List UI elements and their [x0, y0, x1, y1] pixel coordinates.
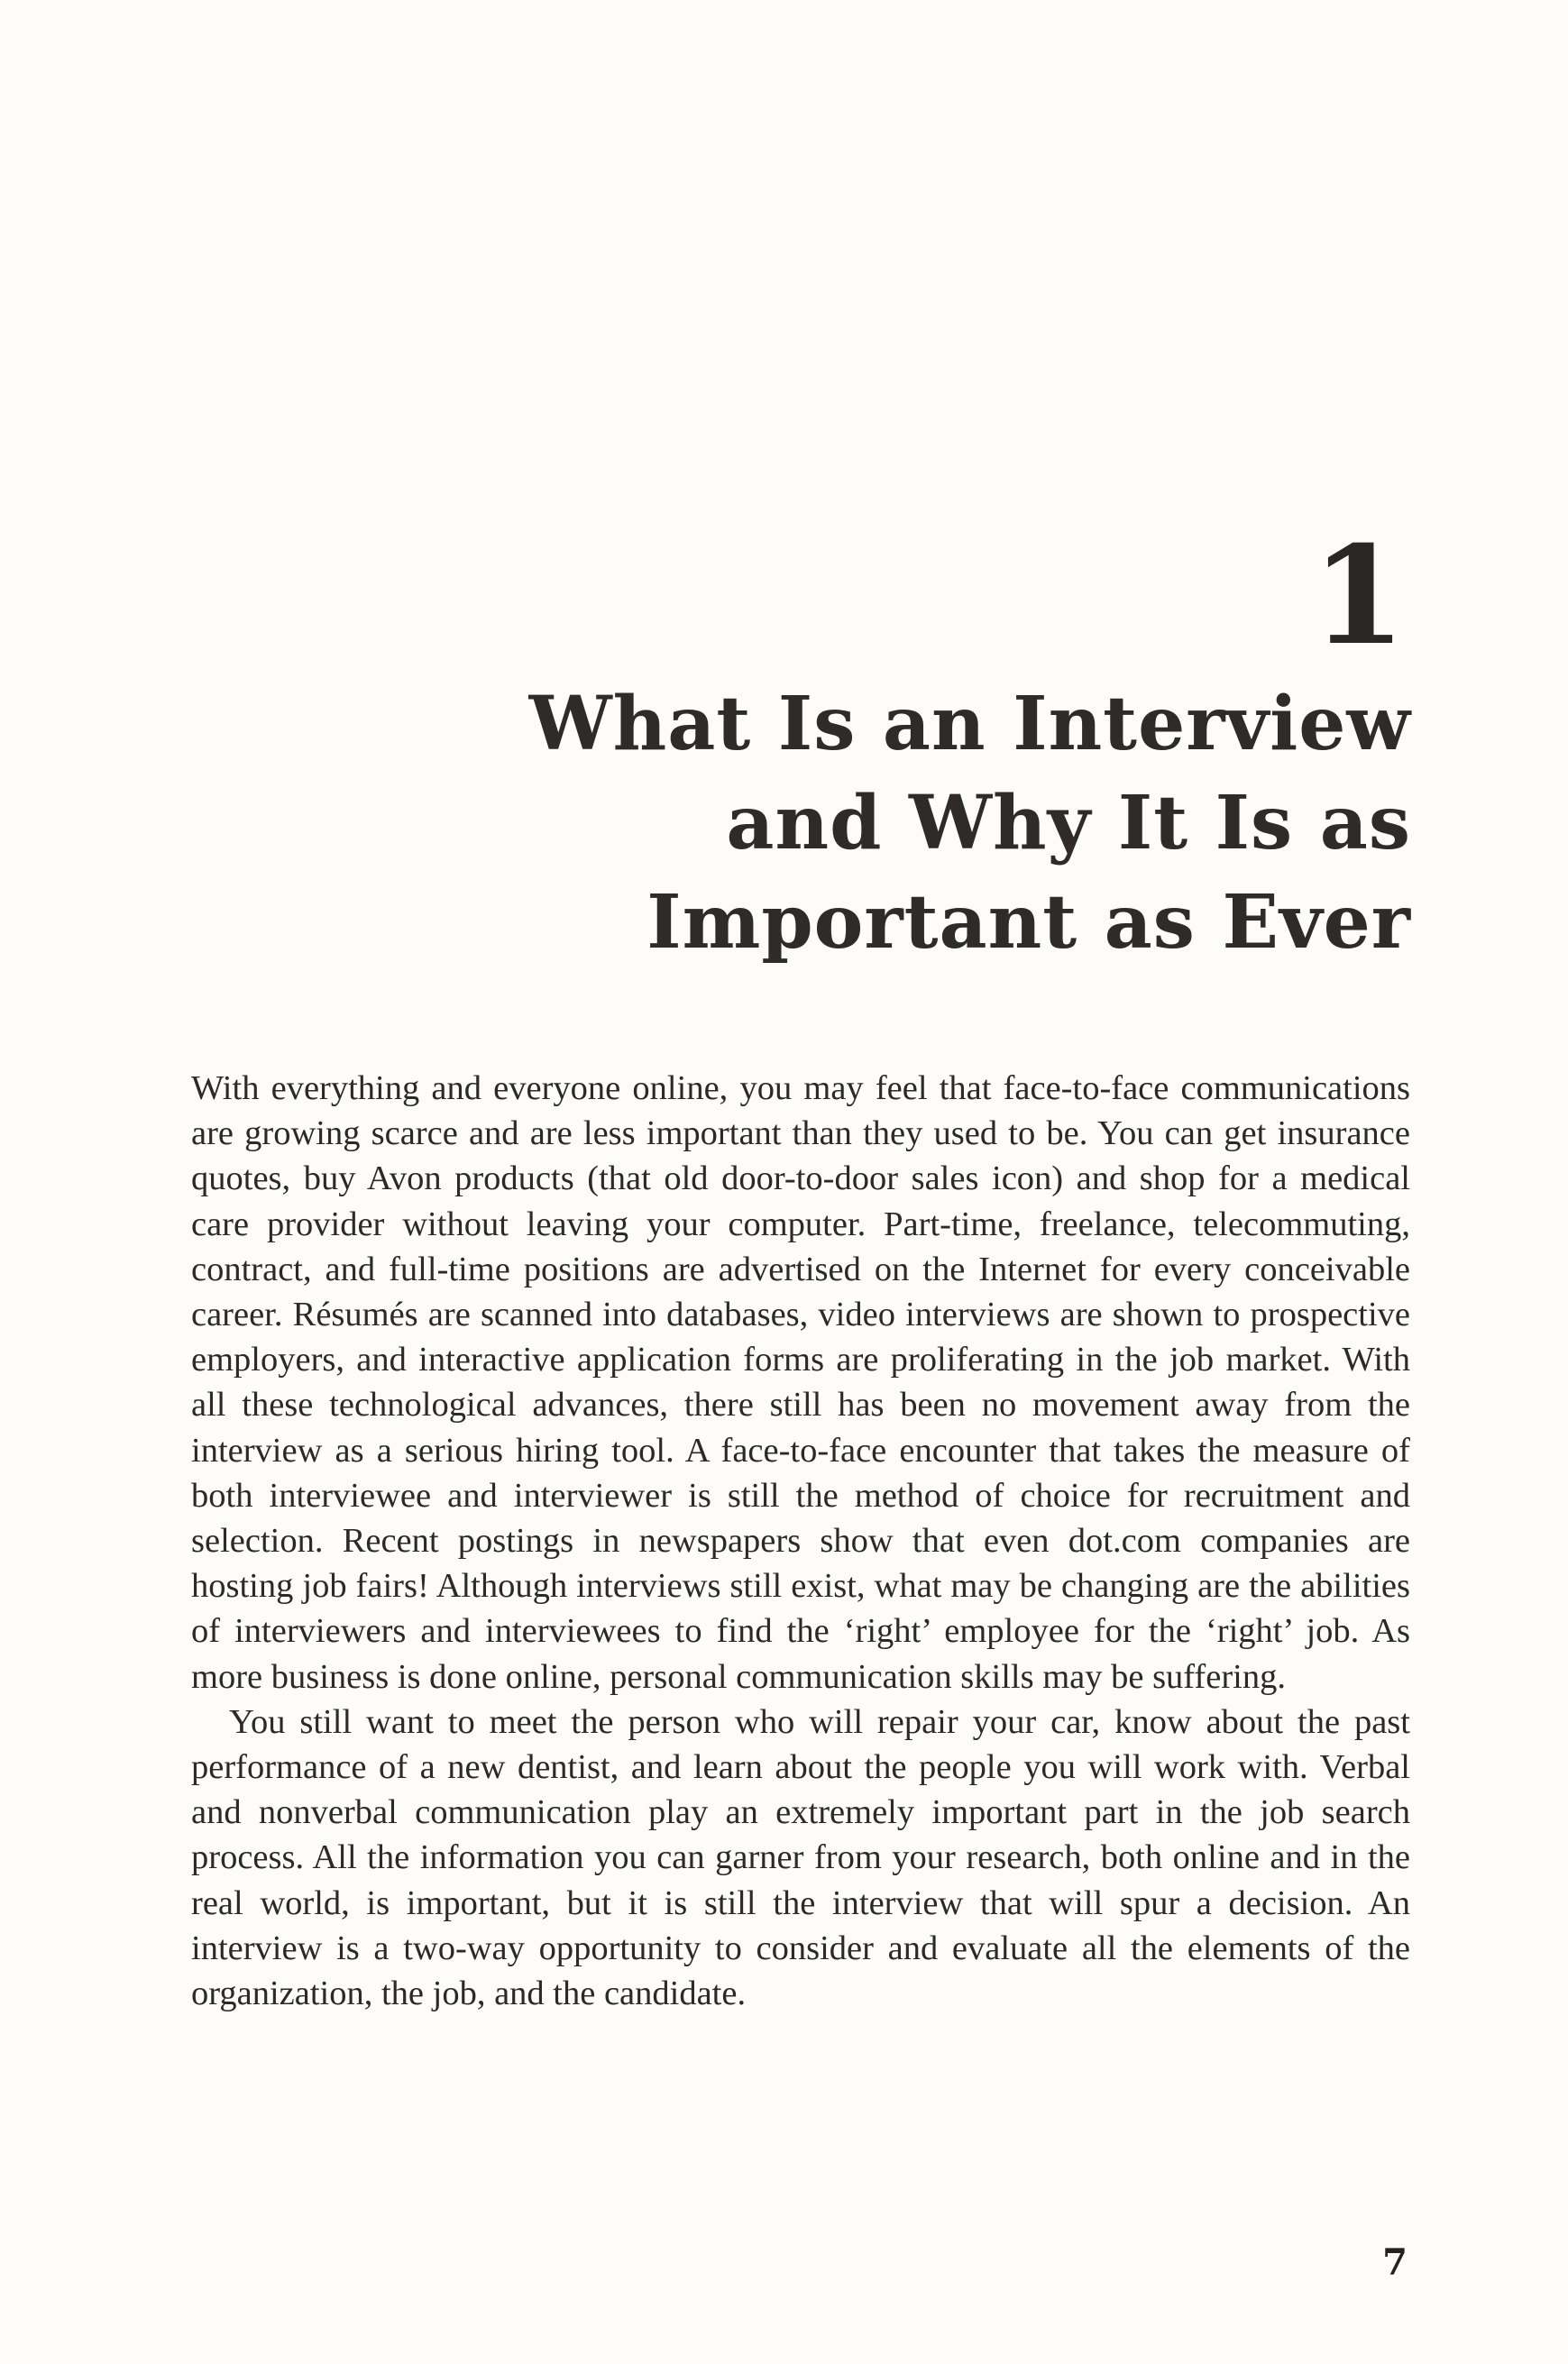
chapter-body: [191, 1066, 1410, 2016]
page-number: 7: [1382, 2241, 1408, 2284]
body-paragraph: With everything and everyone online, you may feel that face-to-face communications are growing scarce and are less important than they used to be. You can get insurance quotes, buy Avon products (that old door-to-door sales icon) and shop for a medical care provider without leaving your computer. Part-time, freelance, telecommuting, contract, and full-time positions are advertised on the Internet for every conceivable career. Résumés are scanned into databases, video interviews are shown to prospective employers, and interactive application forms are proliferating in the job market. With all these technological advances, there still has been no movement away from the interview as a serious hiring tool. A face-to-face encounter that takes the measure of both interviewee and interviewer is still the method of choice for recruitment and selection. Recent postings in newspapers show that even dot.com companies are hosting job fairs! Although interviews still exist, what may be changing are the abilities of interviewers and interviewees to find the ‘right’ employee for the ‘right’ job. As more business is done online, personal communication skills may be suffering.: [191, 1069, 1410, 1696]
chapter-title: [365, 674, 1411, 972]
chapter-number: 1: [1311, 517, 1406, 675]
body-paragraph: You still want to meet the person who will repair your car, know about the past performance of a new dentist, and learn about the people you will work with. Verbal and nonverbal communication play an extremely important part in the job search process. All the information you can garner from your research, both online and in the real world, is important, but it is still the interview that will spur a decision. An interview is a two-way opportunity to consider and evaluate all the elements of the organization, the job, and the candidate.: [191, 1702, 1410, 2013]
chapter-title-line: What Is an Interview: [528, 681, 1411, 767]
chapter-title-line: Important as Ever: [646, 879, 1411, 966]
chapter-title-line: and Why It Is as: [726, 780, 1411, 866]
